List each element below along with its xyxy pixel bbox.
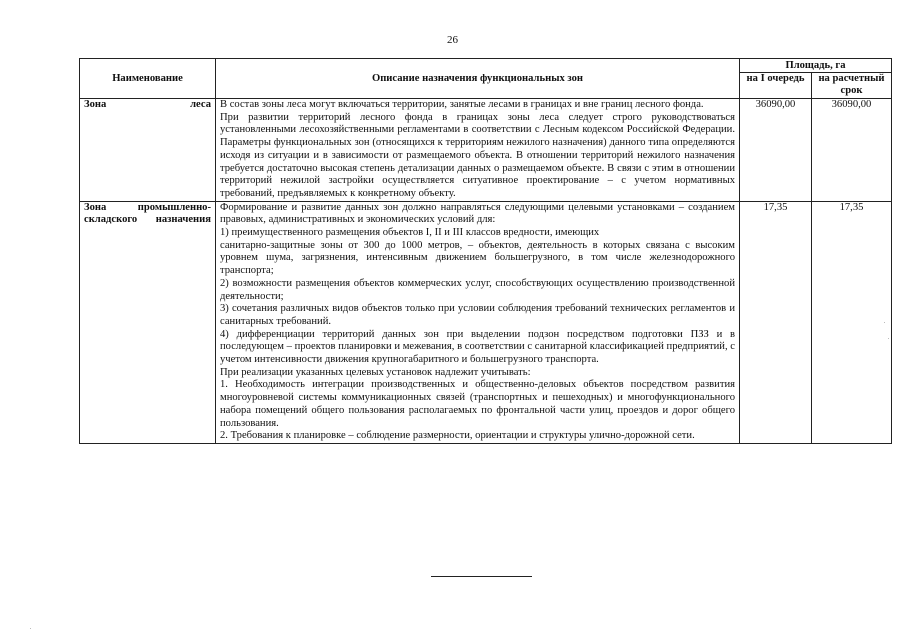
table-row bbox=[80, 201, 892, 443]
description-paragraph: 3) сочетания различных видов объектов только при условии соблюдения требований технических регламентов и санитарных требований. bbox=[220, 303, 735, 327]
description-paragraph: 1) преимущественного размещения объектов I, II и III классов вредности, имеющих bbox=[220, 227, 600, 239]
scan-speck bbox=[30, 628, 31, 629]
description-paragraph: 4) дифференциации территорий данных зон при выделении подзон посредством подготовки ПЗЗ и в последующем – проектов планировки и межевания, в соответствии с санитарной классификацией предприятий, с учетом интенсивности движения крупногабаритного и большегрузного транспорта. bbox=[220, 328, 735, 366]
scan-speck bbox=[888, 338, 889, 339]
description-paragraph: 2) возможности размещения объектов коммерческих услуг, способствующих осуществлению производственной деятельности; bbox=[220, 277, 735, 302]
header-area-estimated: на расчетный срок bbox=[812, 73, 892, 99]
description-paragraph: Формирование и развитие данных зон должно направляться следующими целевыми установками – созданием правовых, административных и экономических условий для: bbox=[220, 201, 735, 226]
table-row bbox=[80, 99, 892, 202]
page-number: 26 bbox=[447, 34, 458, 46]
header-description: Описание назначения функциональных зон bbox=[216, 59, 740, 99]
description-paragraph: В состав зоны леса могут включаться территории, занятые лесами в границах и вне границ лесного фонда. bbox=[220, 99, 704, 110]
description-paragraph: 1. Необходимость интеграции производственных и общественно-деловых объектов посредством развития многоуровневой системы коммуникационных связей (транспортных и пешеходных) и многофункционального набора помещений общего пользования располагаемых по фронтальной части улиц, проездов и дорог общего пользования. bbox=[220, 379, 735, 429]
header-area-first-stage: на I очередь bbox=[740, 73, 812, 99]
header-name: Наименование bbox=[80, 59, 216, 99]
area-estimated-value: 36090,00 bbox=[812, 99, 892, 202]
area-first-stage-value: 36090,00 bbox=[740, 99, 812, 202]
scan-speck bbox=[884, 322, 885, 323]
table-header bbox=[80, 59, 892, 99]
description-paragraph: При реализации указанных целевых установок надлежит учитывать: bbox=[220, 366, 531, 378]
zone-name-cell bbox=[80, 99, 216, 202]
zone-description-cell bbox=[216, 201, 740, 443]
description-paragraph: При развитии территорий лесного фонда в границах зоны леса следует строго руководствоваться установленными лесохозяйственными регламентами в соответствии с Лесным кодексом Российской Федерации. Параметры функциональных зон (относящихся к территориям нежилого назначения) данного типа определяются исходя из ситуации и в зависимости от размещаемого объекта. В отношении территорий нежилого назначения требуется достаточно высокая степень детализации данных о размещаемом объекте. В связи с этим в отношении территорий нежилой застройки осуществляется ситуативное проектирование – с учетом нормативных требований, предъявляемых к конкретному объекту. bbox=[220, 111, 735, 199]
description-paragraph: санитарно-защитные зоны от 300 до 1000 метров, – объектов, деятельность в которых связана с высоким уровнем шума, загрязнения, интенсивным движением большегрузного, в том числе железнодорожного транспорта; bbox=[220, 239, 735, 277]
zone-name-cell bbox=[80, 201, 216, 443]
area-estimated-value: 17,35 bbox=[812, 201, 892, 443]
footnote-separator bbox=[431, 576, 532, 577]
functional-zones-table bbox=[79, 58, 892, 444]
area-first-stage-value: 17,35 bbox=[740, 201, 812, 443]
zone-name: Зона леса bbox=[84, 99, 211, 110]
zone-name: Зона промышленно-складского назначения bbox=[84, 201, 211, 226]
header-area: Площадь, га bbox=[740, 59, 892, 73]
zone-description-cell bbox=[216, 99, 740, 202]
description-paragraph: 2. Требования к планировке – соблюдение размерности, ориентации и структуры улично-дорожной сети. bbox=[220, 430, 695, 442]
